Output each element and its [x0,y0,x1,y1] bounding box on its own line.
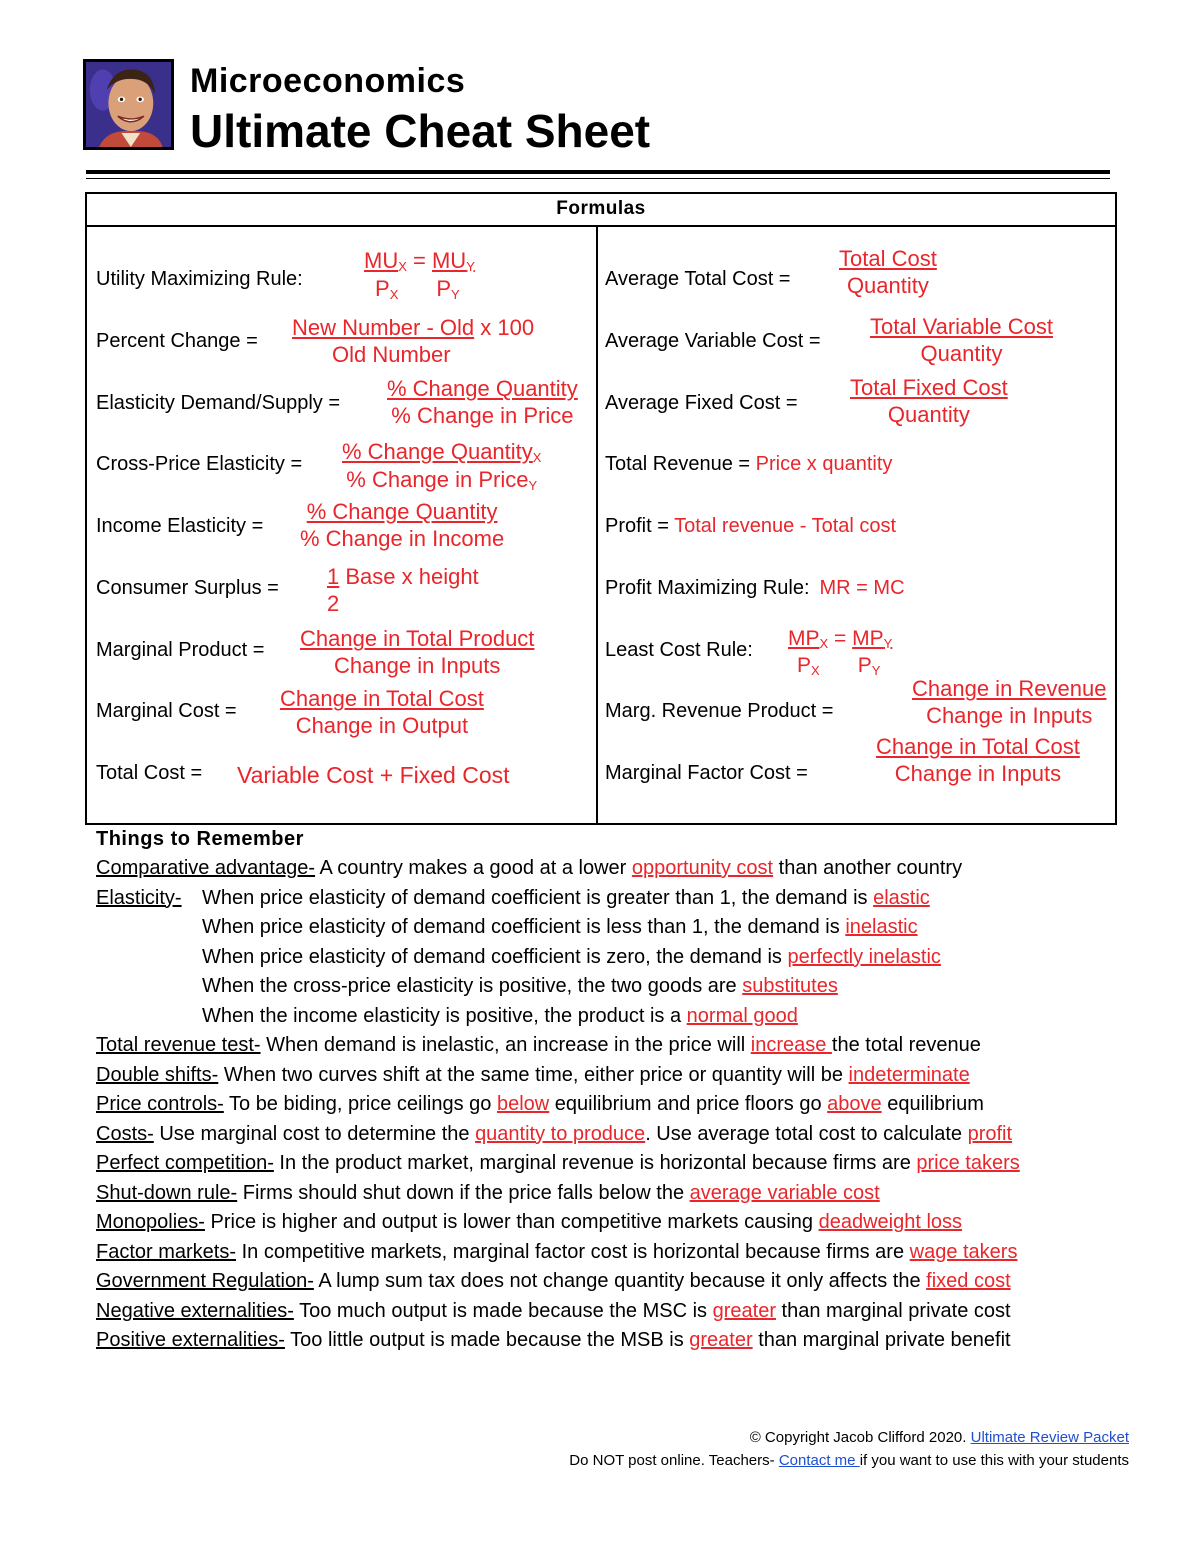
remember-term: Costs- [96,1122,154,1145]
remember-text: When two curves shift at the same time, either price or quantity will be [218,1063,849,1086]
cross-price-label: Cross-Price Elasticity = [96,453,303,475]
remember-text: A lump sum tax does not change quantity because it only affects the [313,1270,927,1292]
contact-link[interactable]: Contact me [778,1452,860,1469]
remember-answer: greater [712,1299,776,1322]
header-divider-thin [86,178,1110,179]
atc-label: Average Total Cost = [605,268,791,290]
remember-item [96,1061,1116,1091]
mrp-formula: Change in Revenue Change in Inputs [912,676,1107,728]
remember-item [96,1031,1116,1061]
remember-item [96,854,1116,884]
remember-term: Positive externalities- [96,1329,285,1351]
total-cost-label: Total Cost = [96,762,203,784]
remember-answer: substitutes [742,975,838,997]
review-packet-link[interactable]: Ultimate Review Packet [970,1429,1129,1446]
remember-item [96,1267,1116,1297]
remember-item [96,1149,1116,1179]
remember-answer: perfectly inelastic [787,945,941,968]
mfc-label: Marginal Factor Cost = [605,762,808,784]
remember-text: When demand is inelastic, an increase in the price will [260,1034,751,1056]
afc-label: Average Fixed Cost = [605,392,798,414]
remember-item [96,1238,1116,1268]
remember-item [96,1179,1116,1209]
formulas-heading: Formulas [87,194,1115,227]
avc-label: Average Variable Cost = [605,330,821,352]
remember-answer: inelastic [845,916,918,938]
remember-answer: normal good [686,1004,798,1027]
remember-text: than marginal private cost [776,1299,1011,1322]
header-divider [86,170,1110,174]
remember-heading: Things to Remember [96,828,304,850]
remember-text: Too much output is made because the MSC is [293,1299,713,1322]
remember-item [96,913,1116,943]
remember-answer: greater [689,1329,753,1351]
total-revenue-value: Price x quantity [755,453,893,475]
remember-text: When price elasticity of demand coefficient is less than 1, the demand is [202,916,846,938]
remember-term: Perfect competition- [96,1152,274,1174]
remember-text: When the income elasticity is positive, the product is a [202,1004,687,1027]
mfc-formula: Change in Total Cost Change in Inputs [876,734,1080,786]
remember-item [96,1297,1116,1327]
remember-text: the total revenue [831,1034,981,1056]
utility-max-formula: $MU_X = MU_Y$ $P_X$ $P_Y$ [364,248,475,302]
page-subtitle: Microeconomics [190,62,466,100]
marginal-product-formula: Change in Total Product Change in Inputs [300,626,535,678]
remember-answer: quantity to produce [475,1122,646,1145]
remember-answer: above [827,1093,882,1115]
remember-term: Factor markets- [96,1240,237,1263]
least-cost-label: Least Cost Rule: [605,639,753,661]
remember-answer: fixed cost [926,1270,1011,1292]
percent-change-label: Percent Change = [96,330,258,352]
copyright-line [750,1429,1129,1446]
income-elasticity-label: Income Elasticity = [96,515,264,537]
remember-term: Double shifts- [96,1063,219,1086]
remember-answer: deadweight loss [818,1211,963,1233]
remember-answer: increase [750,1034,832,1056]
remember-term: Total revenue test- [96,1034,261,1056]
marginal-product-label: Marginal Product = [96,639,265,661]
elasticity-label: Elasticity Demand/Supply = [96,392,341,414]
things-to-remember [96,826,1116,1356]
afc-formula: Total Fixed Cost Quantity [850,375,1008,427]
total-revenue-formula [605,453,892,476]
copyright-text: © Copyright Jacob Clifford 2020. [749,1429,971,1446]
author-photo [83,59,174,150]
remember-text: In the product market, marginal revenue is horizontal because firms are [273,1152,917,1174]
remember-answer: profit [967,1122,1013,1145]
remember-list [96,854,1116,1356]
profit-label: Profit = [605,515,675,537]
remember-term: Price controls- [96,1093,224,1115]
cross-price-formula: % Change Quantity$_X$ % Change in Price$_Y$ [342,439,542,493]
remember-term: Comparative advantage- [96,857,316,879]
page-title: Ultimate Cheat Sheet [190,105,651,157]
column-divider [596,227,598,823]
remember-item [96,1002,1116,1032]
profit-formula [605,515,896,538]
remember-text: When price elasticity of demand coefficient is greater than 1, the demand is [202,886,874,909]
remember-text: Use marginal cost to determine the [153,1122,476,1145]
remember-answer: wage takers [909,1240,1018,1263]
total-revenue-label: Total Revenue = [605,453,756,475]
remember-item [96,1120,1116,1150]
formulas-table [85,192,1117,825]
remember-answer: below [496,1093,550,1115]
remember-text: A country makes a good at a lower [315,857,632,879]
remember-item [96,1326,1116,1356]
remember-text: Too little output is made because the MSB is [284,1329,690,1351]
consumer-surplus-formula: 1 Base x height 2 [327,564,479,616]
remember-item [96,1208,1116,1238]
remember-item [96,943,1116,973]
marginal-cost-formula: Change in Total Cost Change in Output [280,686,484,738]
consumer-surplus-label: Consumer Surplus = [96,577,279,599]
remember-term: Government Regulation- [96,1270,314,1292]
profit-max-label: Profit Maximizing Rule: [605,577,810,599]
mrp-label: Marg. Revenue Product = [605,700,834,722]
marginal-cost-label: Marginal Cost = [96,700,237,722]
remember-text: . Use average total cost to calculate [645,1122,968,1145]
remember-text: than marginal private benefit [752,1329,1011,1351]
notice-line [569,1452,1129,1469]
remember-text: In competitive markets, marginal factor cost is horizontal because firms are [236,1240,910,1263]
remember-item [96,972,1116,1002]
total-cost-formula: Variable Cost + Fixed Cost [237,762,510,788]
income-elasticity-formula: % Change Quantity % Change in Income [300,499,505,551]
profit-max-rule [605,577,905,600]
profit-value: Total revenue - Total cost [674,515,897,537]
remember-answer: indeterminate [848,1063,970,1086]
remember-answer: elastic [873,886,930,909]
avc-formula: Total Variable Cost Quantity [870,314,1054,366]
remember-answer: average variable cost [689,1181,880,1204]
remember-text: Firms should shut down if the price falls below the [237,1181,690,1204]
remember-text: To be biding, price ceilings go [223,1093,497,1115]
remember-term: Shut-down rule- [96,1181,238,1204]
remember-text: When price elasticity of demand coefficient is zero, the demand is [202,945,788,968]
remember-text: than another country [773,857,963,879]
utility-max-label: Utility Maximizing Rule: [96,268,303,290]
profit-max-value: MR = MC [819,577,905,599]
remember-term: Elasticity- [96,886,182,909]
remember-text: Price is higher and output is lower than competitive markets causing [204,1211,819,1233]
author-portrait-icon [86,62,171,147]
least-cost-formula: $MP_X = MP_Y$ $P_X$ $P_Y$ [788,627,893,678]
remember-text: equilibrium [881,1093,984,1115]
remember-term: Negative externalities- [96,1299,294,1322]
remember-text: When the cross-price elasticity is positive, the two goods are [202,975,743,997]
atc-formula: Total Cost Quantity [839,246,937,298]
notice-text: Do NOT post online. Teachers- [569,1452,779,1469]
notice-text-end: if you want to use this with your students [859,1452,1129,1469]
remember-text: equilibrium and price floors go [549,1093,828,1115]
remember-item [96,884,1116,914]
remember-term: Monopolies- [96,1211,205,1233]
remember-answer: price takers [916,1152,1020,1174]
remember-answer: opportunity cost [631,857,774,879]
remember-item [96,1090,1116,1120]
elasticity-formula: % Change Quantity % Change in Price [387,376,578,428]
percent-change-formula: New Number - Old x 100 Old Number [292,315,535,367]
